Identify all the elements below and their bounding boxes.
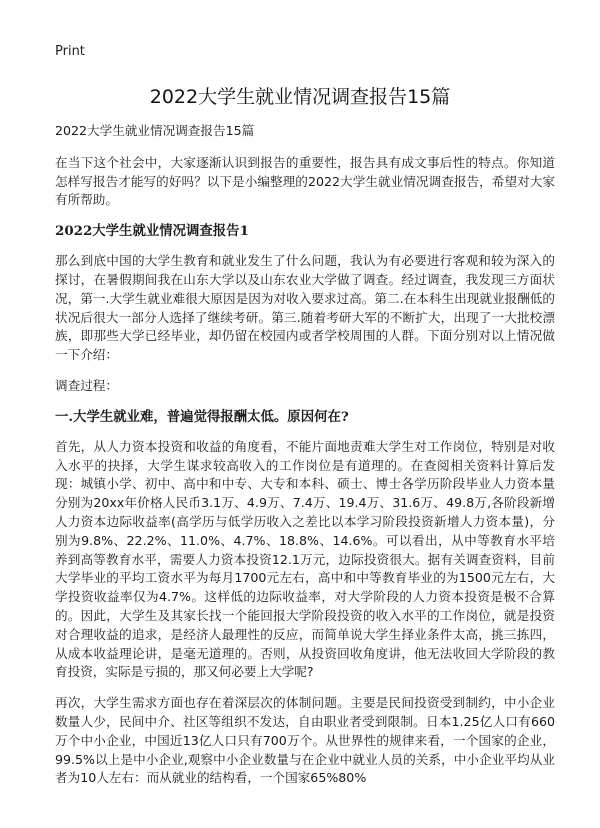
document-subtitle: 2022大学生就业情况调查报告15篇 [55, 123, 255, 138]
process-label: 调查过程： [55, 377, 118, 393]
intro-paragraph: 在当下这个社会中，大家逐渐认识到报告的重要性，报告具有成文事后性的特点。你知道怎样写报告才能写的好吗？以下是小编整理的2022大学生就业情况调查报告，希望对大家有所帮助。 [55, 154, 555, 208]
document-title: 2022大学生就业情况调查报告15篇 [149, 86, 451, 108]
print-link[interactable]: Print [55, 44, 85, 59]
paragraph-3: 再次，大学生需求方面也存在着深层次的体制问题。主要是民间投资受到制约，中小企业数量人少，民间中介、社区等组织不发达，自由职业者受到限制。日本1.25亿人口有660万个中小企业，中国近13亿人口只有700万个。从世界性的规律来看，一个国家的企业，99.5%以上是中小企业,观察中小企业数量与在企业中就业人员的关系，中小企业平均从业者为10人左右：而从就业的结构看，一个国家65%80% [55, 695, 555, 786]
paragraph-2: 首先，从人力资本投资和收益的角度看，不能片面地责难大学生对工作岗位，特别是对收入水平的抉择，大学生谋求较高收入的工作岗位是有道理的。在查阅相关资料计算后发现：城镇小学、初中、高中和中专、大专和本科、硕士、博士各学历阶段毕业人力资本量分别为20xx年价格人民币3.1万、4.9万、7.4万、19.4万、31.6万、49.8万,各阶段新增人力资本边际收益率(高学历与低学历收入之差比以本学习阶段投资新增人力资本量)，分别为9.8%、22.2%、11.0%、4.7%、18.8%、14.6%。可以看出，从中等教育水平培养到高等教育水平，需要人力资本投资12.1万元，边际投资很大。据有关调查资料，目前大学毕业的平均工资水平为每月1700元左右，高中和中等教育毕业的为1500元左右，大学投资收益率仅为4.7%。这样低的边际收益率，对大学阶段的人力资本投资是极不合算的。因此，大学生及其家长找一个能回报大学阶段投资的收入水平的工作岗位，就是投资对合理收益的追求，是经济人最理性的反应，而简单说大学生择业条件太高，挑三拣四，从成本收益理论讲，是毫无道理的。否则，从投资回收角度讲，他无法收回大学阶段的教育投资，实际是亏损的，那又何必要上大学呢? [55, 438, 555, 680]
document-body [55, 122, 555, 800]
subheading: 一.大学生就业难，普遍觉得报酬太低。原因何在? [55, 408, 349, 425]
paragraph-1: 那么到底中国的大学生教育和就业发生了什么问题，我认为有必要进行客观和较为深入的探讨，在暑假期间我在山东大学以及山东农业大学做了调查。经过调查，我发现三方面状况，第一.大学生就业难很大原因是因为对收入要求过高。第二.在本科生出现就业报酬低的状况后很大一部分人选择了继续考研。第三.随着考研大军的不断扩大，出现了一大批校漂族，即那些大学已经毕业，却仍留在校园内或者学校周围的人群。下面分别对以上情况做一下介绍： [55, 253, 555, 363]
section-heading: 2022大学生就业情况调查报告1 [55, 223, 249, 240]
